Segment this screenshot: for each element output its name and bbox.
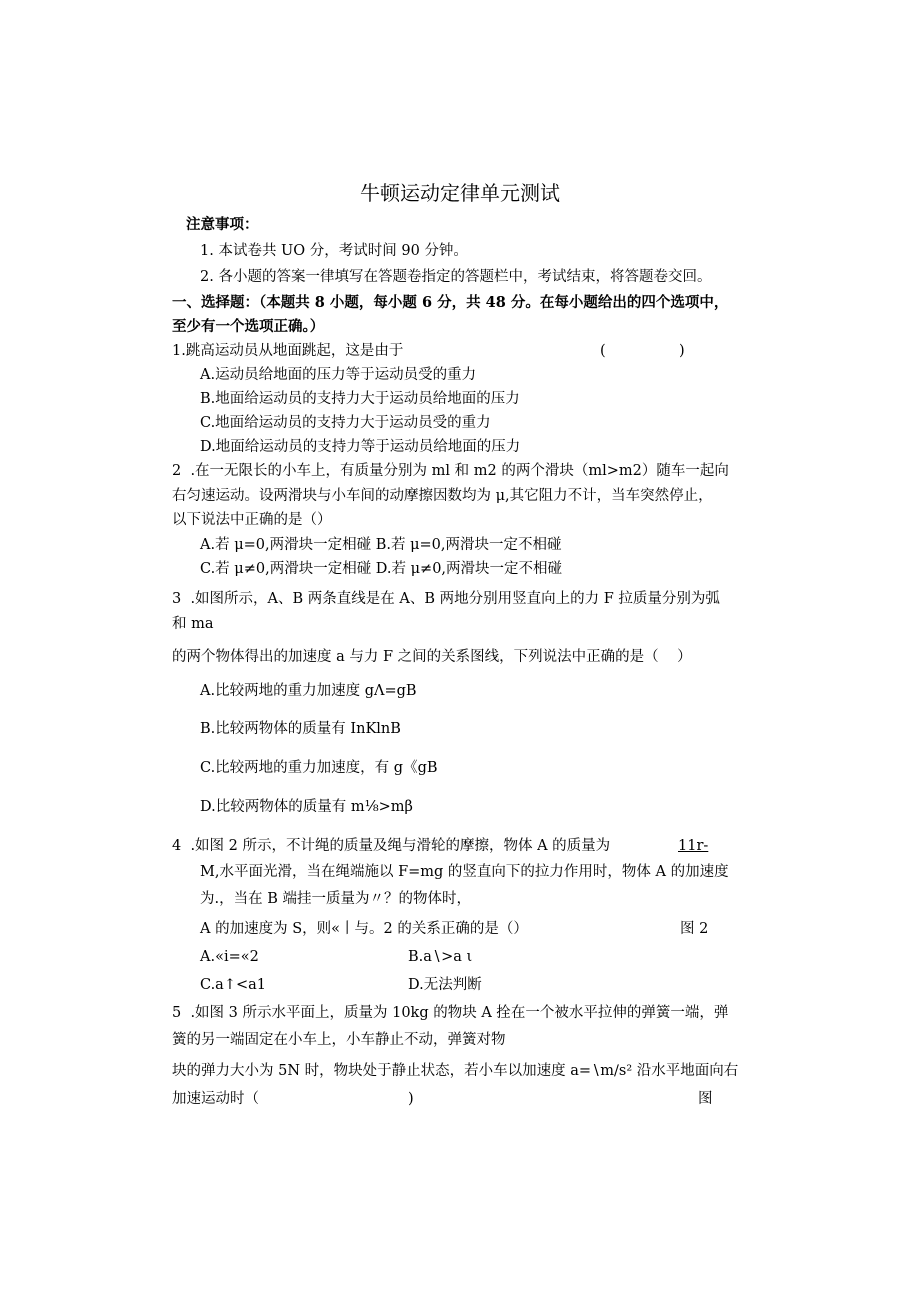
q4-figure-mark: 11r-: [678, 838, 709, 854]
q3-option-b: B.比较两物体的质量有 InKlnB: [200, 721, 401, 737]
q4-line-4: A 的加速度为 S，则«丨与。2 的关系正确的是（）: [200, 921, 528, 937]
notice-heading: 注意事项：: [186, 216, 259, 233]
q5-figure-label: 图: [698, 1091, 713, 1107]
q1-bracket-open: (: [600, 343, 606, 359]
q4-option-b: B.a∖>a ι: [408, 949, 473, 965]
q3-line-3: 的两个物体得出的加速度 a 与力 F 之间的关系图线，下列说法中正确的是（ ）: [172, 649, 692, 665]
q5-bracket-close: ): [408, 1091, 414, 1107]
q4-line-2: M,水平面光滑，当在绳端施以 F=mg 的竖直向下的拉力作用时，物体 A 的加速度: [200, 864, 729, 880]
q2-line-3: 以下说法中正确的是（）: [172, 512, 332, 528]
q4-line-3: 为.，当在 B 端挂一质量为〃？的物体时，: [200, 891, 471, 907]
notice-item-1: 1. 本试卷共 UO 分，考试时间 90 分钟。: [200, 243, 468, 259]
q3-option-a: A.比较两地的重力加速度 gΛ=gB: [200, 683, 417, 699]
q4-line-1: 4 .如图 2 所示，不计绳的质量及绳与滑轮的摩擦，物体 A 的质量为: [172, 838, 611, 854]
q1-stem: 1.跳高运动员从地面跳起，这是由于: [172, 343, 404, 359]
q4-option-d: D.无法判断: [408, 977, 482, 993]
q2-line-1: 2 .在一无限长的小车上，有质量分别为 ml 和 m2 的两个滑块（ml>m2）随车一起向: [172, 463, 729, 479]
q1-option-d: D.地面给运动员的支持力等于运动员给地面的压力: [200, 439, 521, 455]
q3-option-d: D.比较两物体的质量有 m⅛>mβ: [200, 799, 413, 815]
q5-line-1: 5 .如图 3 所示水平面上，质量为 10kg 的物块 A 拴在一个被水平拉伸的弹簧一端，弹: [172, 1005, 729, 1021]
q1-option-a: A.运动员给地面的压力等于运动员受的重力: [200, 367, 477, 383]
page-title: 牛顿运动定律单元测试: [360, 181, 560, 205]
q4-option-c: C.a↑<a1: [200, 977, 267, 993]
section-heading-line1: 一、选择题：（本题共 8 小题，每小题 6 分，共 48 分。在每小题给出的四个选项中，: [172, 294, 729, 311]
q2-options-ab: A.若 μ=0,两滑块一定相碰 B.若 μ=0,两滑块一定不相碰: [200, 537, 562, 553]
q4-option-a: A.«i=«2: [200, 949, 259, 965]
section-heading-line2: 至少有一个选项正确。）: [172, 318, 325, 335]
q2-line-2: 右匀速运动。设两滑块与小车间的动摩擦因数均为 μ,其它阻力不计，当车突然停止，: [172, 488, 713, 504]
q5-line-2: 簧的另一端固定在小车上，小车静止不动，弹簧对物: [172, 1032, 506, 1048]
q2-options-cd: C.若 μ≠0,两滑块一定相碰 D.若 μ≠0,两滑块一定不相碰: [200, 561, 563, 577]
q3-line-1: 3 .如图所示，A、B 两条直线是在 A、B 两地分别用竖直向上的力 F 拉质量分别为弧: [172, 591, 720, 607]
notice-item-2: 2. 各小题的答案一律填写在答题卷指定的答题栏中，考试结束，将答题卷交回。: [200, 269, 712, 285]
q1-option-b: B.地面给运动员的支持力大于运动员给地面的压力: [200, 391, 520, 407]
q1-bracket-close: ): [679, 343, 685, 359]
q4-figure-label: 图 2: [680, 921, 709, 937]
q3-line-2: 和 ma: [172, 616, 214, 632]
q1-option-c: C.地面给运动员的支持力大于运动员受的重力: [200, 415, 491, 431]
q3-option-c: C.比较两地的重力加速度，有 g《gB: [200, 760, 438, 776]
q5-line-4: 加速运动时（: [172, 1091, 259, 1107]
q5-line-3: 块的弹力大小为 5N 时，物块处于静止状态，若小车以加速度 a=∖m∕s² 沿水平地面向右: [172, 1063, 739, 1079]
